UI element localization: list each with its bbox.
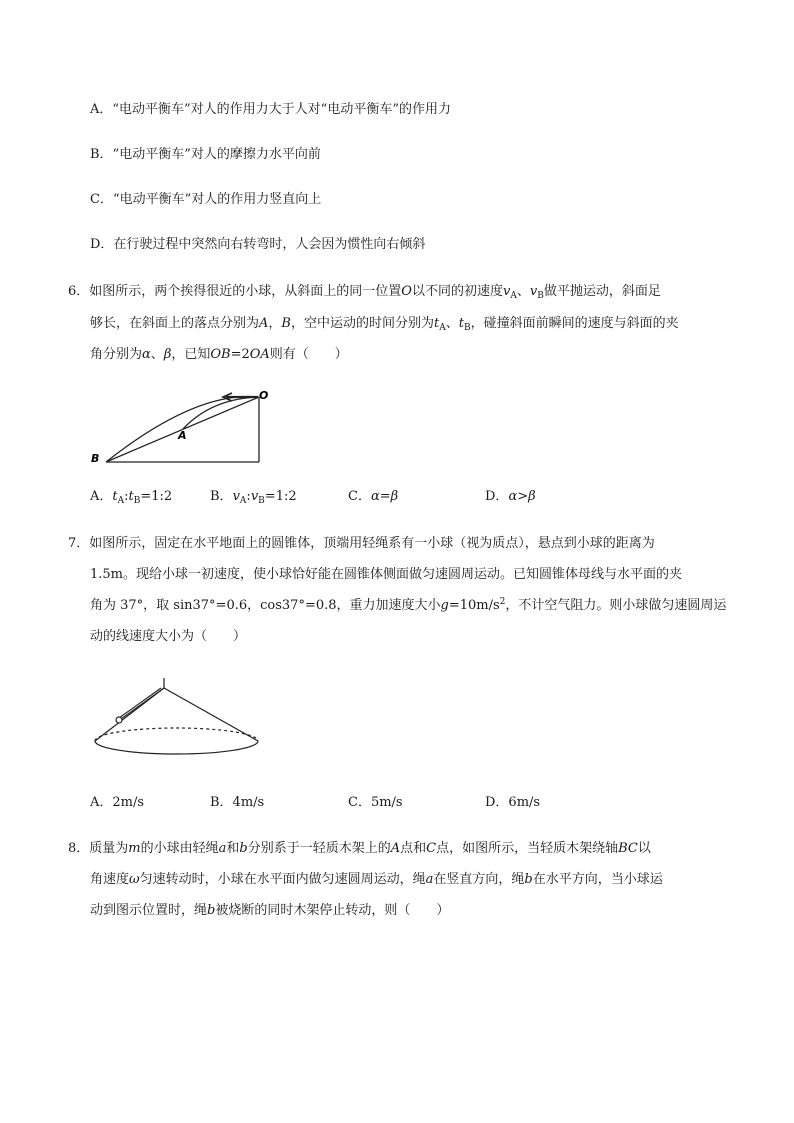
q5-option-d: D．在行驶过程中突然向右转弯时，人会因为惯性向右倾斜 — [90, 237, 426, 252]
q7-option-a: A．2m/s — [90, 795, 145, 810]
rope — [121, 688, 164, 719]
q7-option-d: D．6m/s — [485, 795, 541, 810]
label-a: A — [178, 429, 187, 442]
q6-option-a: A．$t_A:t_B=1:2$ — [90, 489, 173, 506]
q8-line-2: 角速度ω匀速转动时，小球在水平面内做匀速圆周运动，绳a在竖直方向，绳b在水平方向，当小球运 — [90, 872, 663, 887]
q6-line-2: 够长，在斜面上的落点分别为A，B，空中运动的时间分别为$t_A$、$t_B$，碰撞斜面前瞬间的速度与斜面的夹 — [90, 316, 679, 333]
q7-line-3: 角为 37°，取 sin37°=0.6，cos37°=0.8，重力加速度大小$g=10m/s^2$，不计空气阻力。则小球做匀速圆周运 — [90, 597, 727, 613]
cone-base-back — [95, 728, 258, 741]
ball — [116, 717, 122, 723]
q6-line-1: 6．如图所示，两个挨得很近的小球，从斜面上的同一位置O以不同的初速度$v_A$、$v_B$做平抛运动，斜面足 — [68, 284, 661, 301]
q7-line-1: 7．如图所示，固定在水平地面上的圆锥体，顶端用轻绳系有一小球（视为质点），悬点到小球的距离为 — [68, 536, 655, 551]
q7-line-2: 1.5m。现给小球一初速度，使小球恰好能在圆锥体侧面做匀速圆周运动。已知圆锥体母线与水平面的夹 — [90, 567, 683, 582]
q8-line-3: 动到图示位置时，绳b被烧断的同时木架停止转动，则（ ） — [90, 903, 450, 918]
q5-option-a: A．“电动平衡车”对人的作用力大于人对“电动平衡车”的作用力 — [90, 102, 451, 117]
q6-line-3: 角分别为α、β，已知OB=2OA则有（ ） — [90, 347, 348, 362]
label-o: O — [259, 389, 269, 402]
q7-line-4: 动的线速度大小为（ ） — [90, 629, 247, 644]
q7-number: 7． — [68, 536, 90, 551]
q5-option-b: B．“电动平衡车”对人的摩擦力水平向前 — [90, 147, 321, 162]
q7-option-b: B．4m/s — [210, 795, 265, 810]
q5-option-c: C．“电动平衡车”对人的作用力竖直向上 — [90, 192, 322, 207]
q6-number: 6． — [68, 284, 90, 299]
q7-cone-figure — [88, 674, 268, 764]
q8-number: 8． — [68, 841, 90, 856]
cone-base-front — [95, 741, 258, 754]
q7-option-c: C．5m/s — [348, 795, 403, 810]
q6-option-c: C．α=β — [348, 489, 399, 504]
q6-option-d: D．α>β — [485, 489, 536, 504]
rope-shadow — [119, 688, 161, 718]
q8-line-1: 8．质量为m的小球由轻绳a和b分别系于一轻质木架上的A点和C点，如图所示，当轻质木架绕轴BC以 — [68, 841, 651, 856]
label-b: B — [91, 452, 100, 465]
q6-incline-figure — [86, 385, 269, 465]
cone-right-slant — [164, 688, 258, 741]
q6-option-b: B．$v_A:v_B=1:2$ — [210, 489, 297, 506]
